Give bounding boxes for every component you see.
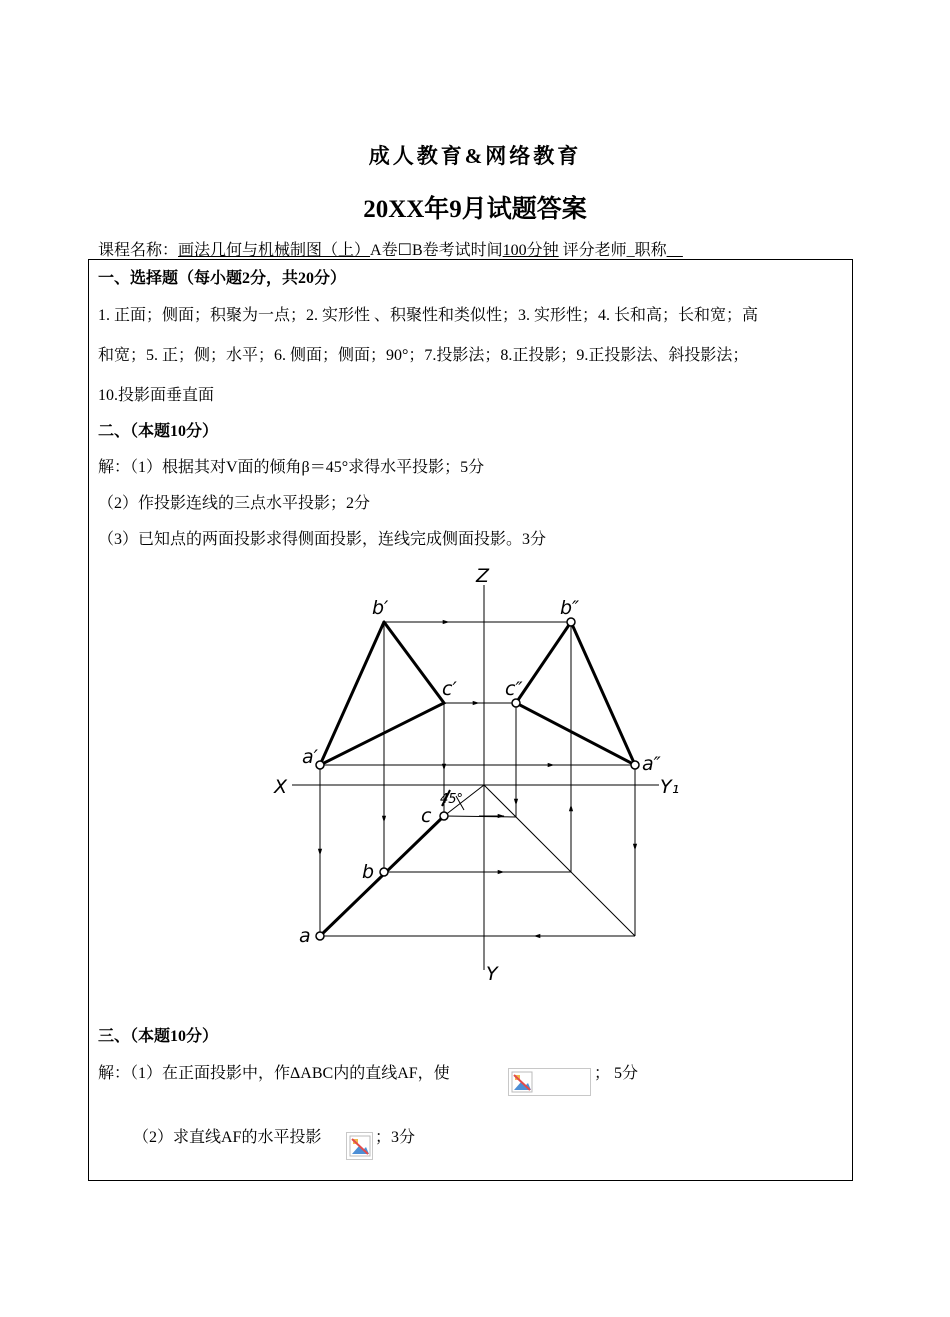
label-c-side: c″ bbox=[505, 678, 523, 700]
section2-step-1: 解：（1）根据其对V面的倾角β＝45°求得水平投影；5分 bbox=[98, 459, 485, 476]
label-a-front: a′ bbox=[302, 746, 318, 768]
section3-step-2-score: ；3分 bbox=[375, 1129, 416, 1146]
section1-heading: 一、选择题（每小题2分，共20分） bbox=[98, 270, 347, 287]
axis-label-z: Z bbox=[476, 565, 490, 587]
course-info-line: 课程名称：画法几何与机械制图（上）A卷☐B卷考试时间100分钟 评分老师_职称__ bbox=[98, 242, 683, 259]
section1-line-2: 和宽；5. 正；侧；水平；6. 侧面；侧面；90°；7.投影法；8.正投影；9.正投影法、斜投影法； bbox=[98, 347, 749, 364]
exam-title: 20XX年9月试题答案 bbox=[363, 196, 587, 223]
label-a-top: a bbox=[299, 925, 311, 947]
label-b-side: b″ bbox=[560, 597, 580, 619]
label-b-front: b′ bbox=[372, 597, 389, 619]
section1-line-1: 1. 正面；侧面；积聚为一点；2. 实形性 、积聚性和类似性；3. 实形性；4. 长和高；长和宽；高 bbox=[98, 307, 759, 324]
angle-label: 45° bbox=[440, 792, 464, 807]
exam-time-value: 100分钟 bbox=[502, 242, 559, 259]
course-name: 画法几何与机械制图（上） bbox=[178, 242, 371, 259]
axis-label-y1: Y₁ bbox=[660, 776, 680, 798]
broken-image-icon bbox=[508, 1068, 591, 1096]
label-a-side: a″ bbox=[642, 753, 661, 775]
course-label: 课程名称： bbox=[98, 242, 179, 259]
axis-label-x: X bbox=[274, 776, 288, 798]
label-b-top: b bbox=[362, 861, 375, 883]
answer-box bbox=[88, 259, 853, 1181]
broken-image-icon bbox=[346, 1132, 373, 1160]
exam-time-label: 考试时间 bbox=[438, 242, 503, 259]
side-projection-triangle bbox=[516, 622, 635, 765]
projection-diagram bbox=[264, 560, 684, 985]
section2-heading: 二、（本题10分） bbox=[98, 423, 219, 440]
section1-line-3: 10.投影面垂直面 bbox=[98, 387, 215, 404]
grader-label: 评分老师 bbox=[562, 242, 627, 259]
title-label: 职称 bbox=[634, 242, 667, 259]
paper-checkbox: ☐ bbox=[397, 242, 412, 259]
section3-heading: 三、（本题10分） bbox=[98, 1028, 219, 1045]
section2-step-3: （3）已知点的两面投影求得侧面投影，连线完成侧面投影。3分 bbox=[98, 531, 547, 548]
title-value: __ bbox=[666, 242, 683, 259]
paper-a: A卷 bbox=[370, 242, 398, 259]
label-c-front: c′ bbox=[442, 678, 457, 700]
section3-step-1: 解：（1）在正面投影中，作ΔABC内的直线AF，使 bbox=[98, 1065, 450, 1082]
axis-label-y: Y bbox=[486, 963, 498, 985]
institution-title: 成人教育&网络教育 bbox=[368, 144, 582, 168]
section3-step-2: （2）求直线AF的水平投影 bbox=[133, 1129, 322, 1146]
paper-b: B卷 bbox=[411, 242, 439, 259]
section2-step-2: （2）作投影连线的三点水平投影；2分 bbox=[98, 495, 371, 512]
section3-step-1-score: ； 5分 bbox=[594, 1065, 639, 1082]
label-c-top: c bbox=[421, 805, 432, 827]
front-projection-triangle bbox=[320, 622, 444, 765]
